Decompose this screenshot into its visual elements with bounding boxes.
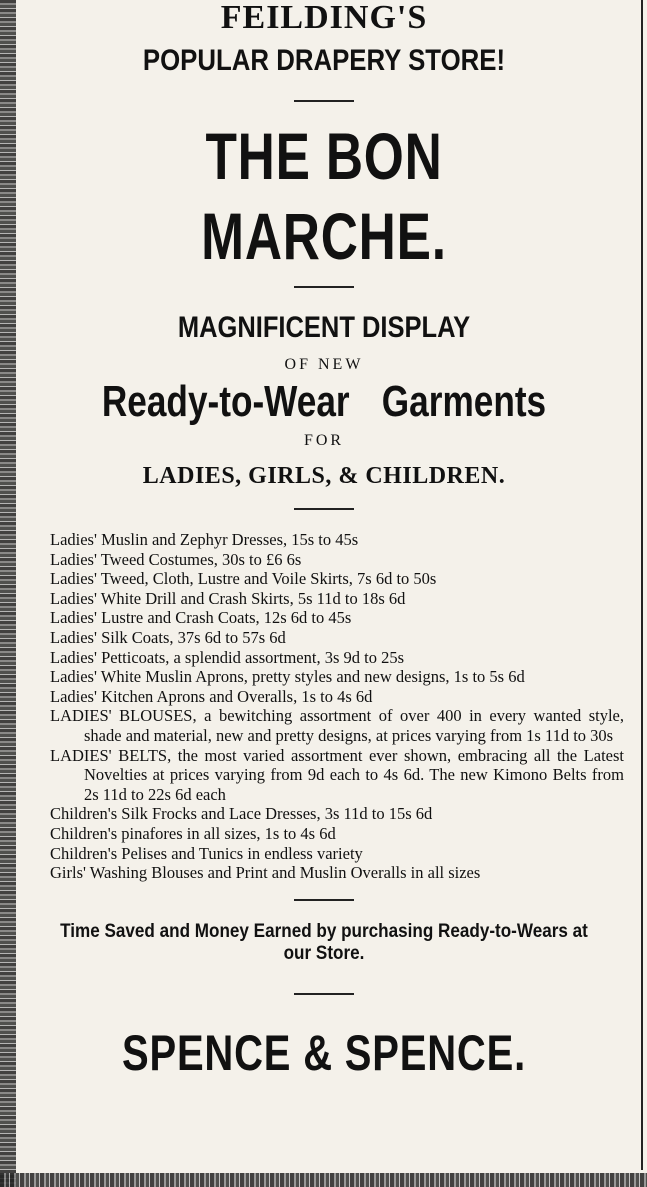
list-item: Ladies' Lustre and Crash Coats, 12s 6d to 45s [50,608,352,628]
headline: THE BON MARCHE. [201,119,447,273]
display-line-3: Ready-to-Wear Garments [101,377,547,426]
footer-slogan: Time Saved and Money Earned by purchasing Ready-to-Wears at our Store. [60,920,588,964]
left-decorative-border [0,0,16,1187]
list-item: Children's pinafores in all sizes, 1s to 4s 6d [50,823,336,843]
divider-rule [294,286,354,288]
divider-rule [294,993,354,995]
display-line-2: OF NEW [284,356,364,373]
list-item: Children's Pelises and Tunics in endless variety [50,843,363,863]
list-item: Ladies' Silk Coats, 37s 6d to 57s 6d [50,627,286,647]
list-item: Ladies' Petticoats, a splendid assortment, 3s 9d to 25s [50,647,405,667]
display-line-1: MAGNIFICENT DISPLAY [177,311,471,344]
list-item: Ladies' White Drill and Crash Skirts, 5s 11d to 18s 6d [50,588,406,608]
proprietors: SPENCE & SPENCE. [121,1024,527,1081]
list-item: Ladies' Kitchen Aprons and Overalls, 1s to 4s 6d [50,686,373,706]
display-line-5: LADIES, GIRLS, & CHILDREN. [142,463,506,489]
list-item: Ladies' Muslin and Zephyr Dresses, 15s to 45s [50,530,359,549]
bottom-decorative-border [0,1173,647,1187]
right-rule [641,0,643,1170]
list-item: Ladies' Tweed, Cloth, Lustre and Voile Skirts, 7s 6d to 50s [50,569,437,589]
store-tagline: POPULAR DRAPERY STORE! [142,44,506,77]
list-item: Ladies' Tweed Costumes, 30s to £6 6s [50,549,302,569]
list-item: Ladies' White Muslin Aprons, pretty styles and new designs, 1s to 5s 6d [50,667,525,687]
store-name: FEILDING'S [220,0,428,36]
divider-rule [294,100,354,102]
display-line-4: FOR [303,432,345,449]
list-item: LADIES' BLOUSES, a bewitching assortment of over 400 in every wanted style, shade and material, new and pretty designs, at prices varying from 1s 11d to 30s [50,706,624,745]
advertisement [24,0,624,1083]
list-item: LADIES' BELTS, the most varied assortment ever shown, embracing all the Latest Novelties at prices varying from 9d each to 4s 6d. The new Kimono Belts from 2s 11d to 22s 6d each [50,745,624,804]
price-list [24,530,624,883]
list-item: Girls' Washing Blouses and Print and Muslin Overalls in all sizes [50,863,481,883]
list-item: Children's Silk Frocks and Lace Dresses, 3s 11d to 15s 6d [50,804,433,824]
divider-rule [294,508,354,510]
divider-rule [294,899,354,901]
